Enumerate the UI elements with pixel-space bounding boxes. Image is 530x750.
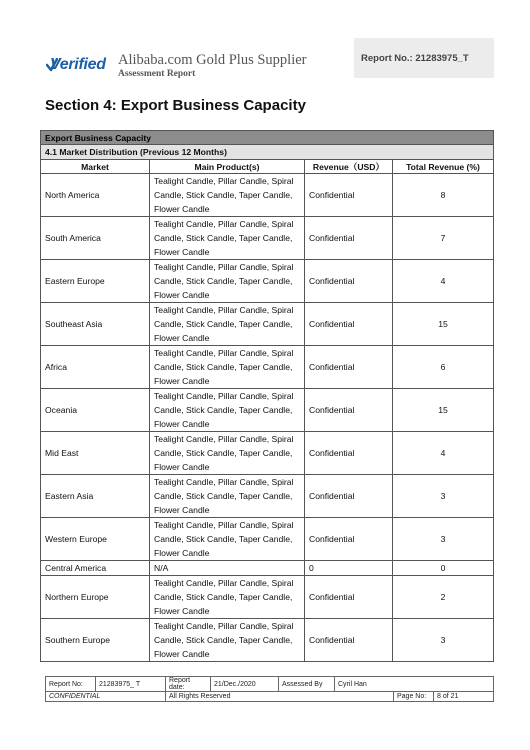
column-header-row [41, 160, 494, 174]
table-title-row [41, 131, 494, 145]
column-header: Revenue（USD） [305, 160, 393, 174]
report-subtitle: Assessment Report [118, 69, 196, 79]
revenue-cell: Confidential [305, 303, 393, 346]
percent-cell: 4 [393, 432, 494, 475]
verified-logo [46, 55, 108, 75]
market-cell: Northern Europe [41, 576, 150, 619]
revenue-cell: Confidential [305, 432, 393, 475]
products-cell: Tealight Candle, Pillar Candle, Spiral Candle, Stick Candle, Taper Candle, Flower Candle [150, 576, 305, 619]
column-header: Main Product(s) [150, 160, 305, 174]
percent-cell: 2 [393, 576, 494, 619]
market-cell: Africa [41, 346, 150, 389]
products-cell: Tealight Candle, Pillar Candle, Spiral Candle, Stick Candle, Taper Candle, Flower Candle [150, 303, 305, 346]
table-row [41, 174, 494, 217]
revenue-cell: Confidential [305, 619, 393, 662]
products-cell: Tealight Candle, Pillar Candle, Spiral Candle, Stick Candle, Taper Candle, Flower Candle [150, 432, 305, 475]
footer-page-number: 8 of 21 [434, 692, 494, 702]
percent-cell: 8 [393, 174, 494, 217]
revenue-cell: Confidential [305, 576, 393, 619]
table-row [41, 217, 494, 260]
page-footer [45, 676, 494, 702]
percent-cell: 3 [393, 619, 494, 662]
market-cell: Oceania [41, 389, 150, 432]
footer-report-date: 21/Dec./2020 [211, 677, 279, 692]
revenue-cell: Confidential [305, 217, 393, 260]
revenue-cell: 0 [305, 561, 393, 576]
column-header: Total Revenue (%) [393, 160, 494, 174]
products-cell: Tealight Candle, Pillar Candle, Spiral Candle, Stick Candle, Taper Candle, Flower Candle [150, 619, 305, 662]
table-row [41, 518, 494, 561]
footer-report-no: 21283975_ T [96, 677, 166, 692]
table-subtitle-row [41, 145, 494, 160]
market-cell: Southern Europe [41, 619, 150, 662]
percent-cell: 7 [393, 217, 494, 260]
percent-cell: 3 [393, 475, 494, 518]
products-cell: Tealight Candle, Pillar Candle, Spiral Candle, Stick Candle, Taper Candle, Flower Candle [150, 518, 305, 561]
footer-report-date-label: Report date: [166, 677, 211, 692]
market-cell: Central America [41, 561, 150, 576]
products-cell: Tealight Candle, Pillar Candle, Spiral Candle, Stick Candle, Taper Candle, Flower Candle [150, 217, 305, 260]
column-header: Market [41, 160, 150, 174]
table-row [41, 432, 494, 475]
table-title: Export Business Capacity [41, 131, 494, 145]
revenue-cell: Confidential [305, 475, 393, 518]
percent-cell: 15 [393, 389, 494, 432]
footer-assessed-by-label: Assessed By [279, 677, 335, 692]
market-cell: North America [41, 174, 150, 217]
section-title: Section 4: Export Business Capacity [45, 97, 306, 114]
market-cell: Western Europe [41, 518, 150, 561]
table-row [41, 303, 494, 346]
percent-cell: 0 [393, 561, 494, 576]
market-cell: Mid East [41, 432, 150, 475]
table-row [41, 619, 494, 662]
products-cell: Tealight Candle, Pillar Candle, Spiral Candle, Stick Candle, Taper Candle, Flower Candle [150, 475, 305, 518]
supplier-title: Alibaba.com Gold Plus Supplier [118, 52, 307, 68]
logo-text: Verified [50, 56, 106, 73]
revenue-cell: Confidential [305, 389, 393, 432]
products-cell: Tealight Candle, Pillar Candle, Spiral Candle, Stick Candle, Taper Candle, Flower Candle [150, 260, 305, 303]
market-cell: Eastern Asia [41, 475, 150, 518]
products-cell: N/A [150, 561, 305, 576]
percent-cell: 4 [393, 260, 494, 303]
percent-cell: 6 [393, 346, 494, 389]
table-subtitle: 4.1 Market Distribution (Previous 12 Months) [41, 145, 494, 160]
footer-page-label: Page No: [394, 692, 434, 702]
footer-assessed-by: Cyril Han [335, 677, 494, 692]
revenue-cell: Confidential [305, 518, 393, 561]
revenue-cell: Confidential [305, 346, 393, 389]
table-row [41, 346, 494, 389]
products-cell: Tealight Candle, Pillar Candle, Spiral Candle, Stick Candle, Taper Candle, Flower Candle [150, 174, 305, 217]
percent-cell: 15 [393, 303, 494, 346]
revenue-cell: Confidential [305, 260, 393, 303]
market-cell: South America [41, 217, 150, 260]
market-cell: Eastern Europe [41, 260, 150, 303]
products-cell: Tealight Candle, Pillar Candle, Spiral Candle, Stick Candle, Taper Candle, Flower Candle [150, 389, 305, 432]
table-row [41, 475, 494, 518]
revenue-cell: Confidential [305, 174, 393, 217]
report-number-box: Report No.: 21283975_T [354, 38, 494, 78]
table-row [41, 561, 494, 576]
table-row [41, 260, 494, 303]
footer-rights: All Rights Reserved [166, 692, 394, 702]
products-cell: Tealight Candle, Pillar Candle, Spiral Candle, Stick Candle, Taper Candle, Flower Candle [150, 346, 305, 389]
footer-report-no-label: Report No: [46, 677, 96, 692]
market-cell: Southeast Asia [41, 303, 150, 346]
table-row [41, 576, 494, 619]
market-distribution-table [40, 130, 494, 662]
footer-confidential: CONFIDENTIAL [46, 692, 166, 702]
table-row [41, 389, 494, 432]
percent-cell: 3 [393, 518, 494, 561]
